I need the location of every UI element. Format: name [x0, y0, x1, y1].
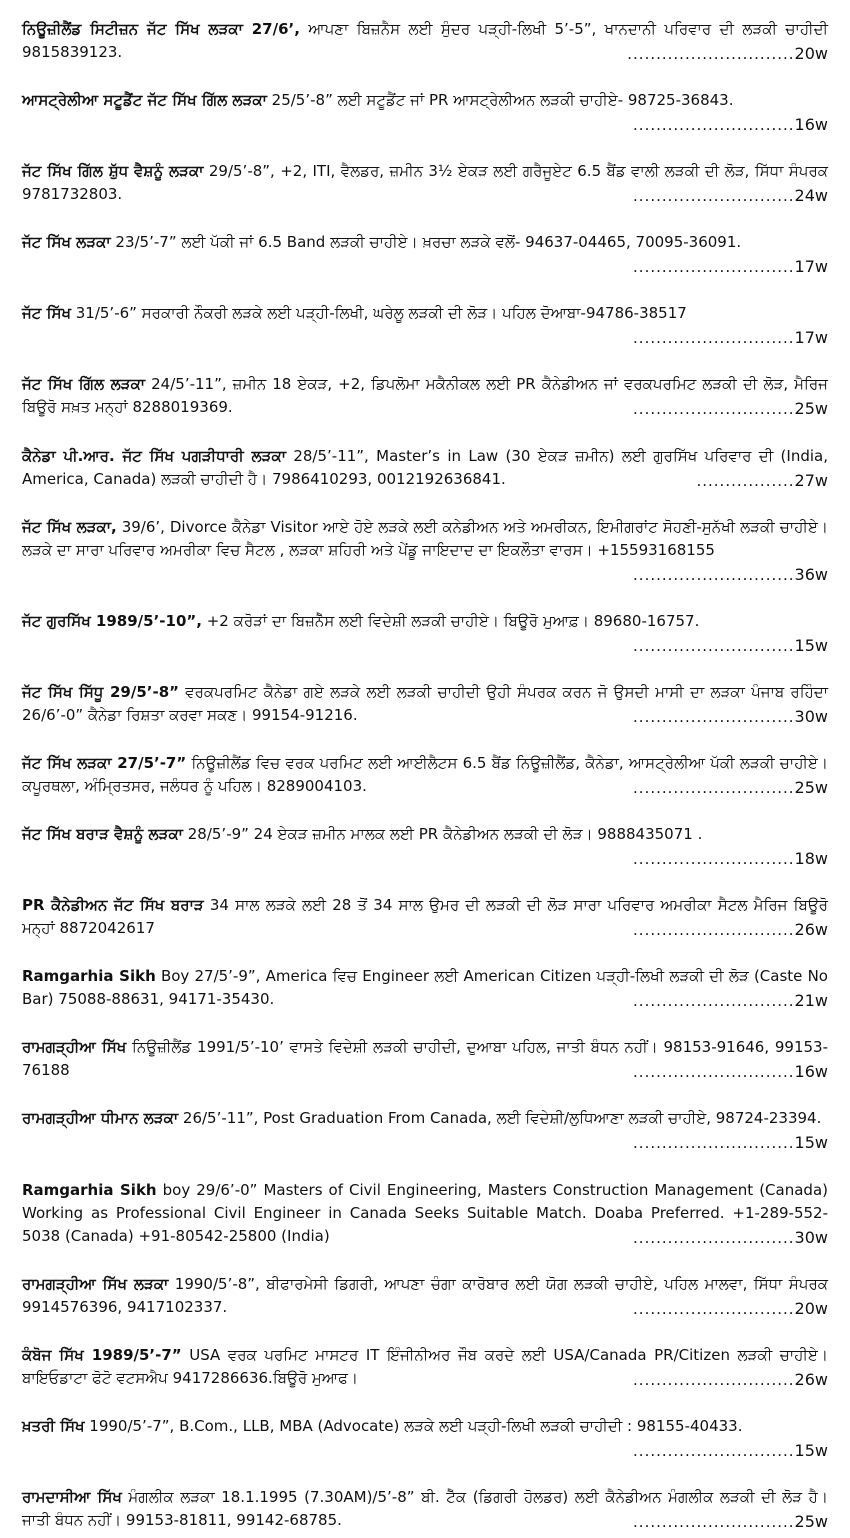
word-count	[627, 1368, 828, 1392]
ad-lead: ਖ਼ਤਰੀ ਸਿੱਖ	[22, 1416, 85, 1435]
word-count	[627, 113, 828, 137]
word-count-value: 24w	[794, 186, 828, 206]
word-count	[621, 42, 828, 66]
ad-text	[22, 302, 828, 325]
ad-body: +2 ਕਰੋੜਾਂ ਦਾ ਬਿਜ਼ਨੈੱਸ ਲਈ ਵਿਦੇਸ਼ੀ ਲੜਕੀ ਚਾਹੀਏ। ਬਿਊਰੋ ਮੁਆਫ਼। 89680-16757.	[201, 611, 700, 630]
ad-lead: ਕੰਬੋਜ ਸਿੱਖ 1989/5’-7”	[22, 1345, 182, 1364]
word-count-value: 18w	[794, 849, 828, 869]
ad-text	[22, 823, 828, 846]
matrimonial-ad	[22, 681, 828, 733]
word-count-value: 26w	[794, 920, 828, 940]
word-count-value: 25w	[794, 399, 828, 419]
ad-body: 25/5’-8” ਲਈ ਸਟੂਡੈਂਟ ਜਾਂ PR ਆਸਟ੍ਰੇਲੀਅਨ ਲੜਕੀ ਚਾਹੀਏ- 98725-36843.	[266, 91, 734, 110]
word-count	[627, 1510, 828, 1534]
ad-body: ਵਰਕਪਰਮਿਟ ਕੈਨੇਡਾ ਗਏ ਲੜਕੇ ਲਈ ਲੜਕੀ ਚਾਹੀਦੀ ਉਹੀ ਸੰਪਰਕ ਕਰਨ ਜੋ ਉਸਦੀ ਮਾਸੀ ਦਾ ਲੜਕਾ ਪੰਜਾਬ ਰਹਿੰਦਾ 26/6’-0” ਕੈਨੇਡਾ ਰਿਸ਼ਤਾ ਕਰਵਾ ਸਕਣ। 99154-91216.	[22, 682, 828, 724]
word-count-value: 30w	[794, 706, 828, 726]
matrimonial-ad	[22, 965, 828, 1017]
ad-lead: ਜੱਟ ਸਿੱਖ ਗਿੱਲ ਲੜਕਾ	[22, 375, 146, 394]
ad-body: 26/5’-11”, Post Graduation From Canada, ਲਈ ਵਿਦੇਸ਼ੀ/ਲੁਧਿਆਣਾ ਲੜਕੀ ਚਾਹੀਏ, 98724-23394.	[178, 1109, 822, 1128]
ad-body: boy 29/6’-0” Masters of Civil Engineering, Masters Construction Management (Canada) Working as Professional Civil Engineer in Canada Seeks Suitable Match. Doaba Preferred. +1-289-552-5038 (Canada) +91-80542-25800 (India)	[22, 1180, 828, 1245]
ad-body: ਆਪਣਾ ਬਿਜ਼ਨੈਸ ਲਈ ਸੁੰਦਰ ਪੜ੍ਹੀ-ਲਿਖੀ 5’-5”, ਖਾਨਦਾਨੀ ਪਰਿਵਾਰ ਦੀ ਲੜਕੀ ਚਾਹੀਦੀ 9815839123.	[22, 20, 828, 61]
leader-dots: ............................	[633, 400, 795, 419]
word-count-value: 36w	[794, 564, 828, 584]
ad-body: 24/5’-11”, ਜ਼ਮੀਨ 18 ਏਕੜ, +2, ਡਿਪਲੋਮਾ ਮਕੈਨੀਕਲ ਲਈ PR ਕੈਨੇਡੀਅਨ ਜਾਂ ਵਰਕਪਰਮਿਟ ਲੜਕੀ ਦੀ ਲੋੜ, ਮੈਰਿਜ ਬਿਊਰੋ ਸਖ਼ਤ ਮਨ੍ਹਾਂ 8288019369.	[22, 375, 828, 417]
ad-body: 31/5’-6” ਸਰਕਾਰੀ ਨੌਕਰੀ ਲੜਕੇ ਲਈ ਪੜ੍ਹੀ-ਲਿਖੀ, ਘਰੇਲੂ ਲੜਕੀ ਦੀ ਲੋੜ। ਪਹਿਲ ਦੋਆਬਾ-94786-38517	[70, 304, 687, 323]
ad-body: ਨਿਊਜ਼ੀਲੈਂਡ ਵਿਚ ਵਰਕ ਪਰਮਿਟ ਲਈ ਆਈਲੈਟਸ 6.5 ਬੈਂਡ ਨਿਊਜ਼ੀਲੈਂਡ, ਕੈਨੇਡਾ, ਆਸਟ੍ਰੇਲੀਆ ਪੱਕੀ ਲੜਕੀ ਚਾਹੀਏ। ਕਪੂਰਥਲਾ, ਅੰਮ੍ਰਿਤਸਰ, ਜਲੰਧਰ ਨੂੰ ਪਹਿਲ। 8289004103.	[22, 753, 829, 795]
matrimonial-ad	[22, 894, 828, 946]
word-count	[627, 776, 828, 800]
word-count-value: 15w	[794, 1133, 828, 1153]
matrimonial-ad	[22, 516, 828, 591]
leader-dots: ............................	[633, 850, 795, 869]
word-count	[627, 563, 828, 587]
matrimonial-ad	[22, 1179, 828, 1254]
ad-lead: ਰਾਮਦਾਸੀਆ ਸਿੱਖ	[22, 1487, 122, 1506]
matrimonial-ad	[22, 1107, 828, 1159]
leader-dots: ............................	[633, 1512, 795, 1531]
ad-body: 34 ਸਾਲ ਲੜਕੇ ਲਈ 28 ਤੋਂ 34 ਸਾਲ ਉਮਰ ਦੀ ਲੜਕੀ ਦੀ ਲੋੜ ਸਾਰਾ ਪਰਿਵਾਰ ਅਮਰੀਕਾ ਸੈਟਲ ਮੈਰਿਜ ਬਿਊਰੋ ਮਨ੍ਹਾਂ 8872042617	[22, 896, 828, 938]
ad-body: 23/5’-7” ਲਈ ਪੱਕੀ ਜਾਂ 6.5 Band ਲੜਕੀ ਚਾਹੀਏ। ਖ਼ਰਚਾ ਲੜਕੇ ਵਲੋਂ- 94637-04465, 70095-36091.	[110, 233, 742, 252]
ad-lead: Ramgarhia Sikh	[22, 1180, 157, 1199]
leader-dots: ............................	[633, 258, 795, 277]
word-count-value: 16w	[794, 115, 828, 135]
ad-lead: Ramgarhia Sikh	[22, 967, 156, 986]
word-count	[627, 705, 828, 729]
ad-lead: PR ਕੈਨੇਡੀਅਨ ਜੱਟ ਸਿੱਖ ਬਰਾੜ	[22, 896, 204, 915]
ad-lead: ਜੱਟ ਸਿੱਖ ਸਿੱਧੂ 29/5’-8”	[22, 682, 179, 701]
ad-text	[22, 89, 828, 112]
matrimonial-ad	[22, 1486, 828, 1538]
ad-lead: ਰਾਮਗੜ੍ਹੀਆ ਸਿੱਖ	[22, 1038, 127, 1057]
word-count	[627, 1439, 828, 1463]
leader-dots: ............................	[633, 1063, 795, 1082]
leader-dots: ............................	[633, 992, 795, 1011]
ad-lead: ਜੱਟ ਸਿੱਖ ਲੜਕਾ	[22, 233, 111, 252]
ad-lead: ਜੱਟ ਸਿੱਖ ਲੜਕਾ 27/5’-7”	[22, 753, 187, 772]
word-count	[690, 469, 828, 493]
word-count-value: 17w	[794, 328, 828, 348]
leader-dots: .............................	[627, 45, 795, 63]
matrimonial-ad	[22, 302, 828, 354]
matrimonial-ad	[22, 445, 828, 497]
leader-dots: ............................	[633, 565, 795, 584]
word-count	[627, 397, 828, 421]
matrimonial-ad	[22, 373, 828, 425]
ad-lead: ਜੱਟ ਸਿੱਖ	[22, 304, 71, 323]
ad-lead: ਰਾਮਗੜ੍ਹੀਆ ਸਿੱਖ ਲੜਕਾ	[22, 1274, 169, 1293]
ad-body: ਮੰਗਲੀਕ ਲੜਕਾ 18.1.1995 (7.30AM)/5’-8” ਬੀ. ਟੈੱਕ (ਡਿਗਰੀ ਹੋਲਡਰ) ਲਈ ਕੈਨੇਡੀਅਨ ਮੰਗਲੀਕ ਲੜਕੀ ਦੀ ਲੋੜ ਹੈ। ਜਾਤੀ ਬੰਧਨ ਨਹੀਂ। 99153-81811, 99142-68785.	[22, 1487, 828, 1529]
leader-dots: ............................	[633, 778, 795, 797]
matrimonial-ad	[22, 160, 828, 212]
word-count-value: 15w	[794, 635, 828, 655]
ad-lead: ਰਾਮਗੜ੍ਹੀਆ ਧੀਮਾਨ ਲੜਕਾ	[22, 1109, 179, 1128]
ad-text	[22, 231, 828, 254]
ad-body: 28/5’-9” 24 ਏਕੜ ਜ਼ਮੀਨ ਮਾਲਕ ਲਈ PR ਕੈਨੇਡੀਅਨ ਲੜਕੀ ਦੀ ਲੋੜ। 9888435071 .	[182, 825, 703, 844]
ad-text	[22, 516, 828, 562]
ad-lead: ਆਸਟ੍ਰੇਲੀਆ ਸਟੂਡੈਂਟ ਜੱਟ ਸਿੱਖ ਗਿੱਲ ਲੜਕਾ	[22, 91, 267, 110]
matrimonial-ad	[22, 1344, 828, 1396]
word-count-value: 21w	[794, 991, 828, 1011]
matrimonial-ad	[22, 18, 828, 70]
ad-body: Boy 27/5’-9”, America ਵਿਚ Engineer ਲਈ American Citizen ਪੜ੍ਹੀ-ਲਿਖੀ ਲੜਕੀ ਦੀ ਲੋੜ (Caste No Bar) 75088-88631, 94171-35430.	[22, 967, 828, 1009]
word-count-value: 25w	[794, 1511, 828, 1531]
ad-body: 39/6’, Divorce ਕੈਨੇਡਾ Visitor ਆਏ ਹੋਏ ਲੜਕੇ ਲਈ ਕਨੇਡੀਅਨ ਅਤੇ ਅਮਰੀਕਨ, ਇਮੀਗਰਾਂਟ ਸੋਹਣੀ-ਸੁਨੱਖੀ ਲੜਕੀ ਚਾਹੀਏ। ਲੜਕੇ ਦਾ ਸਾਰਾ ਪਰਿਵਾਰ ਅਮਰੀਕਾ ਵਿਚ ਸੈਟਲ , ਲੜਕਾ ਸ਼ਹਿਰੀ ਅਤੇ ਪੇਂਡੂ ਜਾਇਦਾਦ ਦਾ ਇਕਲੌਤਾ ਵਾਰਸ। +15593168155	[22, 517, 828, 559]
word-count	[627, 918, 828, 942]
matrimonial-ad	[22, 231, 828, 283]
word-count	[627, 847, 828, 871]
leader-dots: ............................	[633, 1441, 795, 1460]
word-count-value: 25w	[794, 777, 828, 797]
word-count	[627, 326, 828, 350]
word-count	[627, 1297, 828, 1321]
leader-dots: .................	[696, 471, 795, 490]
ad-lead: ਜੱਟ ਗੁਰਸਿੱਖ 1989/5’-10”,	[22, 611, 202, 630]
leader-dots: ............................	[633, 116, 795, 135]
ad-lead: ਜੱਟ ਸਿੱਖ ਗਿੱਲ ਸ਼ੁੱਧ ਵੈਸ਼ਨੂੰ ਲੜਕਾ	[22, 162, 204, 181]
ad-body: 1990/5’-8”, ਬੀਫਾਰਮੇਸੀ ਡਿਗਰੀ, ਆਪਣਾ ਚੰਗਾ ਕਾਰੋਬਾਰ ਲਈ ਯੋਗ ਲੜਕੀ ਚਾਹੀਏ, ਪਹਿਲ ਮਾਲਵਾ, ਸਿੱਧਾ ਸੰਪਰਕ 9914576396, 9417102337.	[22, 1274, 828, 1316]
word-count	[627, 989, 828, 1013]
ad-lead: ਨਿਊਜ਼ੀਲੈਂਡ ਸਿਟੀਜ਼ਨ ਜੱਟ ਸਿੱਖ ਲੜਕਾ 27/6’,	[22, 20, 300, 38]
word-count-value: 16w	[794, 1062, 828, 1082]
word-count-value: 27w	[794, 470, 828, 490]
ad-lead: ਜੱਟ ਸਿੱਖ ਲੜਕਾ,	[22, 517, 117, 536]
matrimonial-ad	[22, 610, 828, 662]
leader-dots: ............................	[633, 1299, 795, 1318]
matrimonial-ad	[22, 1415, 828, 1467]
word-count	[627, 184, 828, 208]
matrimonial-ad	[22, 1273, 828, 1325]
leader-dots: ............................	[633, 921, 795, 940]
leader-dots: ............................	[633, 636, 795, 655]
ad-body: ਨਿਊਜ਼ੀਲੈਂਡ 1991/5’-10’ ਵਾਸਤੇ ਵਿਦੇਸ਼ੀ ਲੜਕੀ ਚਾਹੀਦੀ, ਦੁਆਬਾ ਪਹਿਲ, ਜਾਤੀ ਬੰਧਨ ਨਹੀਂ। 98153-91646, 99153-76188	[22, 1038, 829, 1080]
ad-text	[22, 1415, 828, 1438]
word-count	[627, 1226, 828, 1250]
word-count	[627, 255, 828, 279]
ad-text	[22, 1107, 828, 1130]
word-count-value: 30w	[794, 1227, 828, 1247]
word-count-value: 15w	[794, 1440, 828, 1460]
leader-dots: ............................	[633, 1134, 795, 1153]
word-count	[627, 634, 828, 658]
matrimonial-ad	[22, 752, 828, 804]
matrimonial-ad	[22, 1036, 828, 1088]
ad-lead: ਕੈਨੇਡਾ ਪੀ.ਆਰ. ਜੱਟ ਸਿੱਖ ਪਗੜੀਧਾਰੀ ਲੜਕਾ	[22, 446, 286, 465]
leader-dots: ............................	[633, 187, 795, 206]
leader-dots: ............................	[633, 329, 795, 348]
word-count-value: 26w	[794, 1369, 828, 1389]
leader-dots: ............................	[633, 1228, 795, 1247]
leader-dots: ............................	[633, 707, 795, 726]
ad-text	[22, 610, 828, 633]
ad-body: USA ਵਰਕ ਪਰਮਿਟ ਮਾਸਟਰ IT ਇੰਜੀਨੀਅਰ ਜੌਬ ਕਰਦੇ ਲਈ USA/Canada PR/Citizen ਲੜਕੀ ਚਾਹੀਏ। ਬਾਇਓਡਾਟਾ ਫੋਟੋ ਵਟਸਐਪ 9417286636.ਬਿਊਰੋ ਮੁਆਫ।	[22, 1345, 828, 1387]
ad-body: 29/5’-8”, +2, ITI, ਵੈਲਡਰ, ਜ਼ਮੀਨ 3½ ਏਕੜ ਲਈ ਗਰੈਜੂਏਟ 6.5 ਬੈਂਡ ਵਾਲੀ ਲੜਕੀ ਦੀ ਲੋੜ, ਸਿੱਧਾ ਸੰਪਰਕ 9781732803.	[22, 162, 828, 204]
ad-lead: ਜੱਟ ਸਿੱਖ ਬਰਾੜ ਵੈਸ਼ਨੂੰ ਲੜਕਾ	[22, 825, 183, 844]
word-count-value: 17w	[794, 257, 828, 277]
word-count-value: 20w	[794, 1298, 828, 1318]
ad-body: 1990/5’-7”, B.Com., LLB, MBA (Advocate) ਲੜਕੇ ਲਈ ਪੜ੍ਹੀ-ਲਿਖੀ ਲੜਕੀ ਚਾਹੀਦੀ : 98155-40433.	[84, 1416, 743, 1435]
matrimonial-ad	[22, 823, 828, 875]
word-count	[627, 1060, 828, 1084]
matrimonial-ad	[22, 89, 828, 141]
word-count	[627, 1131, 828, 1155]
ad-body: 28/5’-11”, Master’s in Law (30 ਏਕੜ ਜ਼ਮੀਨ) ਲਈ ਗੁਰਸਿੱਖ ਪਰਿਵਾਰ ਦੀ (India, America, Canada) ਲੜਕੀ ਚਾਹੀਦੀ ਹੈ। 7986410293, 0012192636841.	[22, 446, 828, 488]
leader-dots: ............................	[633, 1370, 795, 1389]
word-count-value: 20w	[794, 44, 828, 63]
